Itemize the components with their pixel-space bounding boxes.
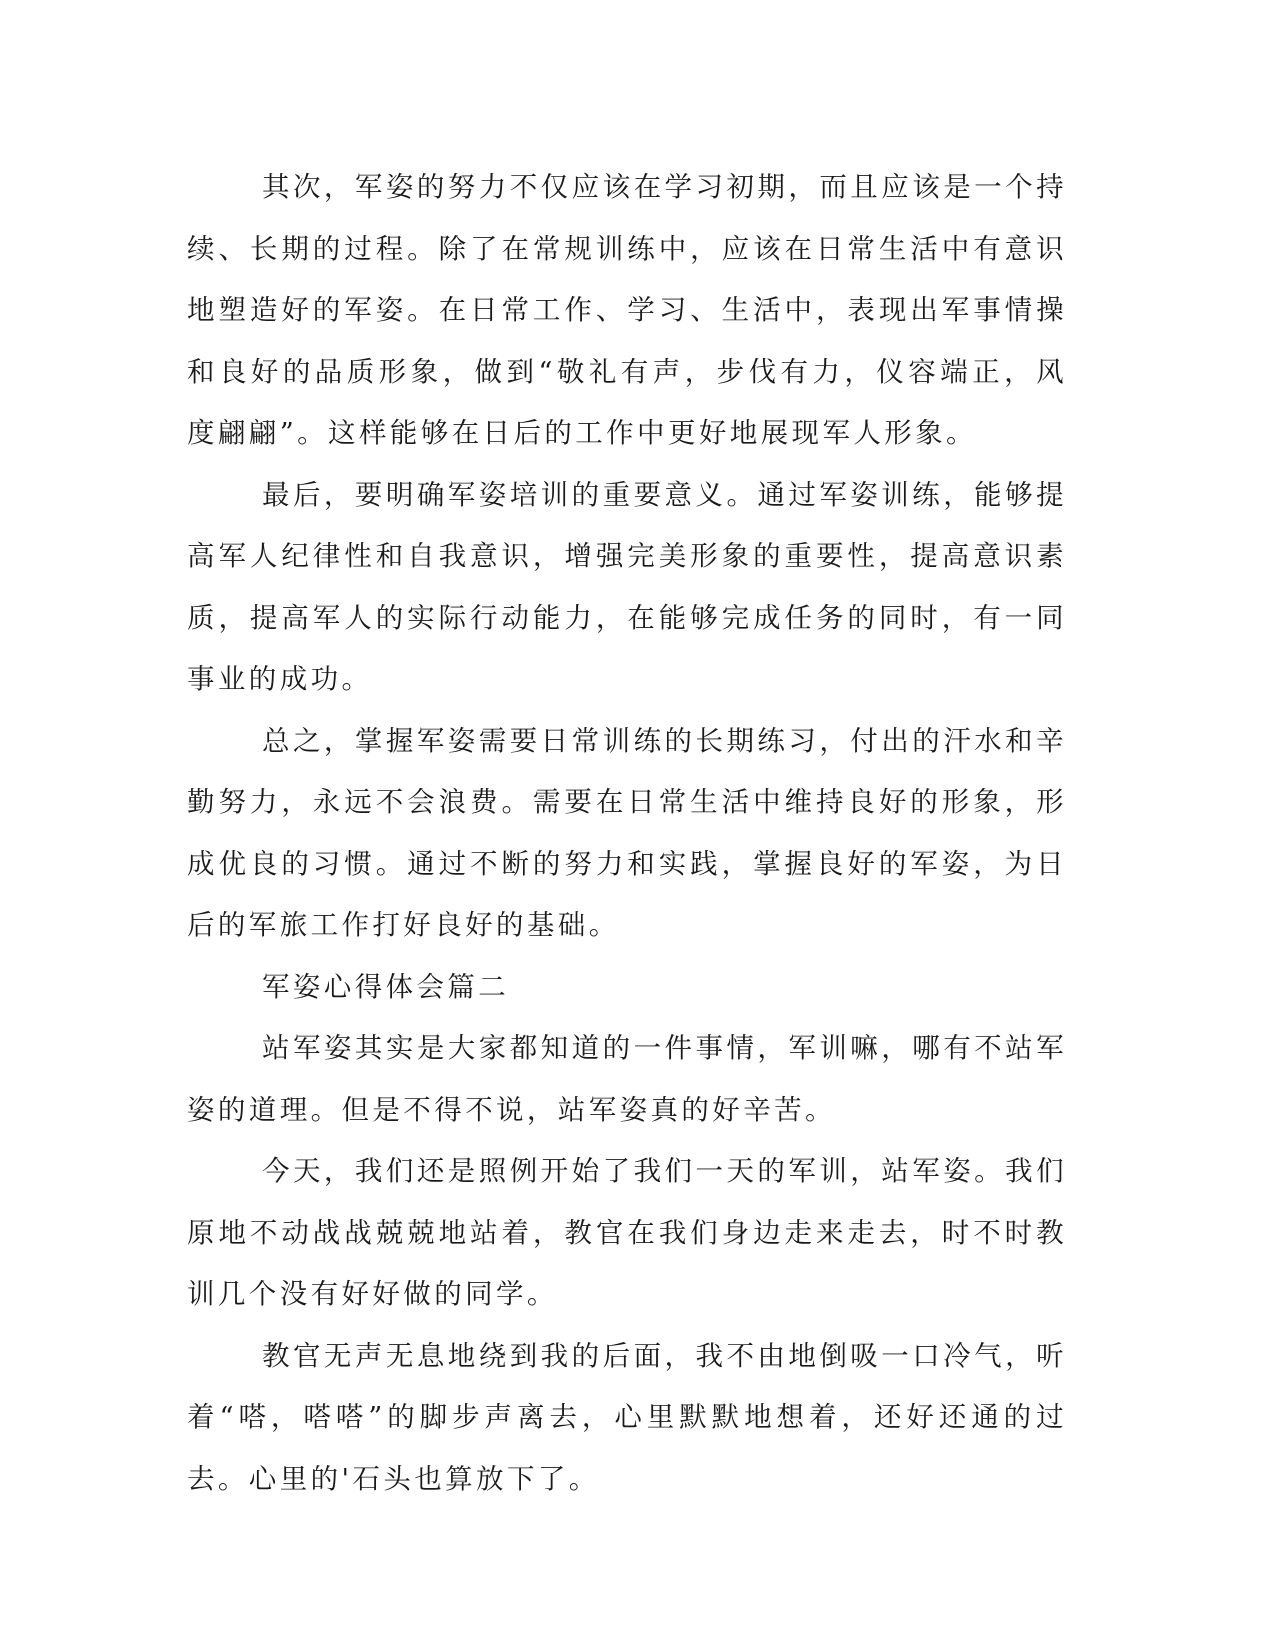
paragraph-persistence: 其次，军姿的努力不仅应该在学习初期，而且应该是一个持续、长期的过程。除了在常规训练中，应该在日常生活中有意识地塑造好的军姿。在日常工作、学习、生活中，表现出军事情操和良好的品质形象，做到“敬礼有声，步伐有力，仪容端正，风度翩翩”。这样能够在日后的工作中更好地展现军人形象。 — [187, 171, 1067, 449]
section-heading: 军姿心得体会篇二 — [262, 970, 510, 1003]
paragraph-today: 今天，我们还是照例开始了我们一天的军训，站军姿。我们原地不动战战兢兢地站着，教官在我们身边走来走去，时不时教训几个没有好好做的同学。 — [187, 1155, 1067, 1310]
paragraph-significance: 最后，要明确军姿培训的重要意义。通过军姿训练，能够提高军人纪律性和自我意识，增强完美形象的重要性，提高意识素质，提高军人的实际行动能力，在能够完成任务的同时，有一同事业的成功。 — [187, 478, 1067, 695]
paragraph-instructor: 教官无声无息地绕到我的后面，我不由地倒吸一口冷气，听着“嗒，嗒嗒”的脚步声离去，心里默默地想着，还好还通的过去。心里的'石头也算放下了。 — [187, 1339, 1067, 1495]
document-body — [187, 157, 1067, 1510]
paragraph-standing-intro: 站军姿其实是大家都知道的一件事情，军训嘛，哪有不站军姿的道理。但是不得不说，站军姿真的好辛苦。 — [187, 1032, 1067, 1126]
paragraph-summary: 总之，掌握军姿需要日常训练的长期练习，付出的汗水和辛勤努力，永远不会浪费。需要在日常生活中维持良好的形象，形成优良的习惯。通过不断的努力和实践，掌握良好的军姿，为日后的军旅工作打好良好的基础。 — [187, 724, 1067, 941]
